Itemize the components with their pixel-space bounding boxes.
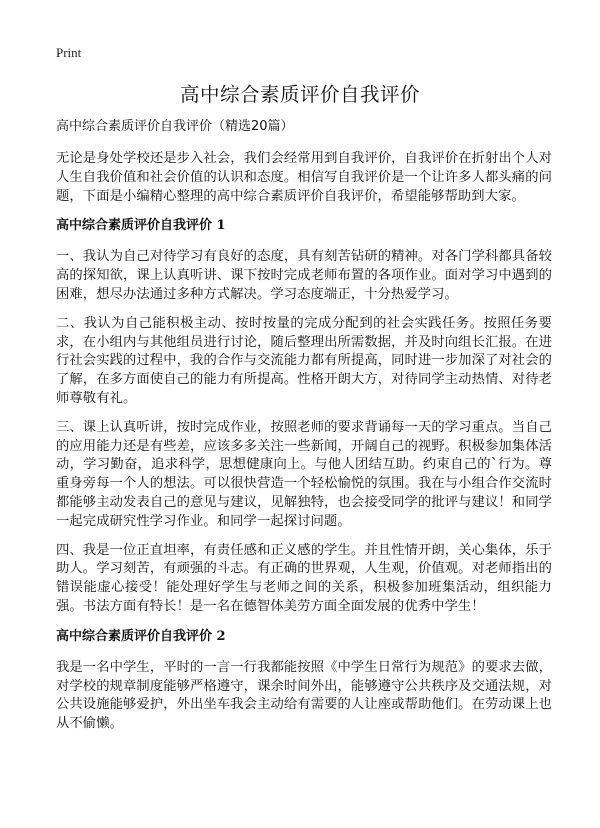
section-1-paragraph-2: 二、我认为自己能积极主动、按时按量的完成分配到的社会实践任务。按照任务要求，在小组内与其他组员进行讨论，随后整理出所需数据，并及时向组长汇报。在进行社会实践的过程中，我的合作与交流能力都有所提高，同时进一步加深了对社会的了解，在多方面使自己的能力有所提高。性格开朗大方，对待同学主动热情、对待老师尊敬有礼。 xyxy=(56,315,552,406)
print-link[interactable]: Print xyxy=(56,45,82,60)
section-1-paragraph-3: 三、课上认真听讲，按时完成作业，按照老师的要求背诵每一天的学习重点。当自己的应用能力还是有些差，应该多多关注一些新闻，开阔自己的视野。积极参加集体活动，学习勤奋，追求科学，思想健康向上。与他人团结互助。约束自己的`行为。尊重身旁每一个人的想法。可以很快营造一个轻松愉悦的氛围。我在与小组合作交流时都能够主动发表自己的意见与建议，见解独特，也会接受同学的批评与建议！和同学一起完成研究性学习作业。和同学一起探讨问题。 xyxy=(56,419,552,529)
section-1-paragraph-1: 一、我认为自己对待学习有良好的态度，具有刻苦钻研的精神。对各门学科都具备较高的探知欲，课上认真听讲、课下按时完成老师布置的各项作业。面对学习中遇到的困难，想尽办法通过多种方式解决。学习态度端正，十分热爱学习。 xyxy=(56,249,552,302)
document-subtitle: 高中综合素质评价自我评价（精选20篇） xyxy=(56,119,294,134)
document-body xyxy=(56,117,552,744)
page-title: 高中综合素质评价自我评价 xyxy=(179,83,420,106)
section-2-paragraph-1: 我是一名中学生，平时的一言一行我都能按照《中学生日常行为规范》的要求去做，对学校的规章制度能够严格遵守，课余时间外出，能够遵守公共秩序及交通法规，对公共设施能够爱护，外出坐车我会主动给有需要的人让座或帮助他们。在劳动课上也从不偷懒。 xyxy=(56,659,552,732)
section-1-paragraph-4: 四、我是一位正直坦率，有责任感和正义感的学生。并且性情开朗，关心集体，乐于助人。学习刻苦，有顽强的斗志。有正确的世界观，人生观，价值观。对老师指出的错误能虚心接受！能处理好学生与老师之间的关系，积极参加班集活动，组织能力强。书法方面有特长！是一名在德智体美劳方面全面发展的优秀中学生！ xyxy=(56,542,552,614)
section-heading-1: 高中综合素质评价自我评价 1 xyxy=(56,218,226,234)
intro-paragraph: 无论是身处学校还是步入社会，我们会经常用到自我评价，自我评价在折射出个人对人生自我价值和社会价值的认识和态度。相信写自我评价是一个让许多人都头痛的问题，下面是小编精心整理的高中综合素质评价自我评价，希望能够帮助到大家。 xyxy=(56,151,552,204)
section-heading-2: 高中综合素质评价自我评价 2 xyxy=(56,628,226,644)
